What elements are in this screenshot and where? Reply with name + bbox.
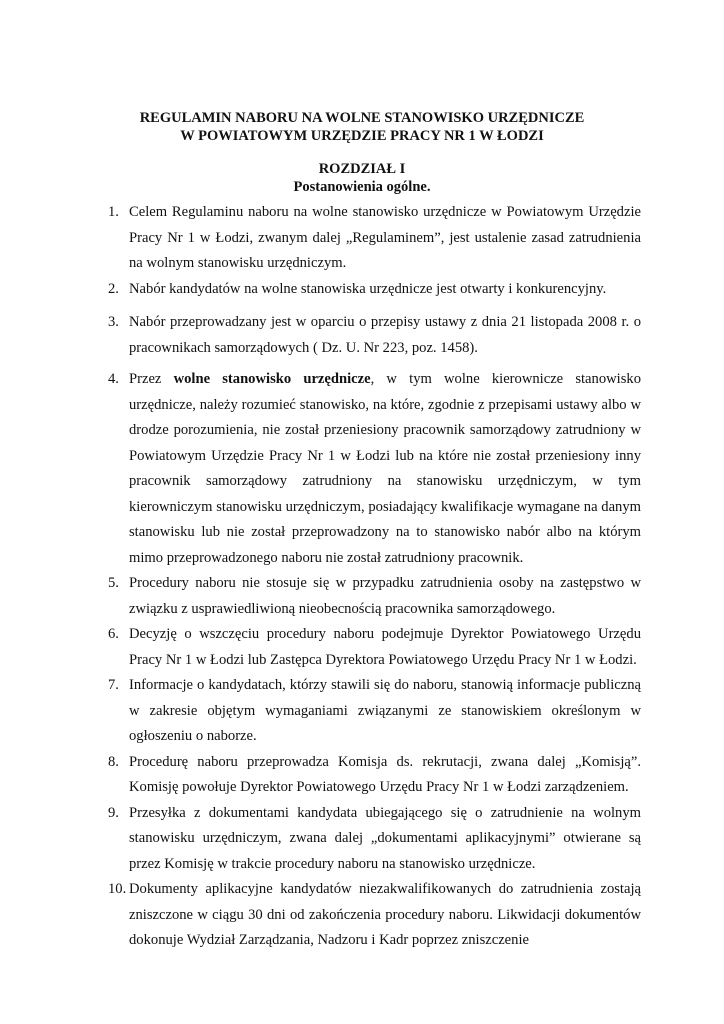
chapter-heading [0,160,724,196]
item-text [129,367,641,571]
item-number: 5. [108,575,119,591]
item-text: Procedurę naboru przeprowadza Komisja ds. rekrutacji, zwana dalej „Komisją”. Komisję powołuje Dyrektor Powiatowego Urzędu Pracy Nr 1 w Łodzi zarządzeniem. [129,753,641,795]
list-item [108,310,641,361]
list-item [108,673,641,750]
title-line-2: W POWIATOWYM URZĘDZIE PRACY NR 1 W ŁODZI [180,128,544,144]
item-number: 9. [108,804,119,821]
list-item [108,200,641,277]
item-text: Nabór przeprowadzany jest w oparciu o przepisy ustawy z dnia 21 listopada 2008 r. o pracownikach samorządowych ( Dz. U. Nr 223, poz. 1458). [129,314,641,356]
item-number: 10. [108,881,127,897]
list-item [108,877,641,954]
title-line-1: REGULAMIN NABORU NA WOLNE STANOWISKO URZĘDNICZE [139,110,585,126]
list-item [108,801,641,878]
item-number: 3. [108,314,119,330]
item-number: 2. [108,280,119,297]
item-text: Procedury naboru nie stosuje się w przypadku zatrudnienia osoby na zastępstwo w związku z usprawiedliwioną nieobecnością pracownika samorządowego. [129,575,641,617]
item-text: Przesyłka z dokumentami kandydata ubiegającego się o zatrudnienie na wolnym stanowisku urzędniczym, zwana dalej „dokumentami aplikacyjnymi” otwierane są przez Komisję w trakcie procedury naboru na stanowisko urzędnicze. [129,804,641,872]
item-text: Decyzję o wszczęciu procedury naboru podejmuje Dyrektor Powiatowego Urzędu Pracy Nr 1 w Łodzi lub Zastępca Dyrektora Powiatowego Urzędu Pracy Nr 1 w Łodzi. [129,626,641,668]
item-text: Nabór kandydatów na wolne stanowiska urzędnicze jest otwarty i konkurencyjny. [129,280,607,297]
list-item [108,277,641,303]
chapter-subtitle: Postanowienia ogólne. [293,179,431,195]
list-item [108,750,641,801]
document-title [0,109,724,145]
list-item [108,571,641,622]
regulation-list [108,200,641,954]
list-item [108,367,641,571]
item-text: Dokumenty aplikacyjne kandydatów niezakwalifikowanych do zatrudnienia zostają zniszczone w ciągu 30 dni od zakończenia procedury naboru. Likwidacji dokumentów dokonuje Wydział Zarządzania, Nadzoru i Kadr poprzez zniszczenie [129,881,641,948]
item-text-lead: Przez [129,371,174,387]
item-text-bold: wolne stanowisko urzędnicze [173,371,371,387]
item-text: Informacje o kandydatach, którzy stawili się do naboru, stanowią informacje publiczną w zakresie objętym wymaganiami związanymi ze stanowiskiem określonym w ogłoszeniu o naborze. [129,677,641,744]
list-item [108,622,641,673]
item-text: Celem Regulaminu naboru na wolne stanowisko urzędnicze w Powiatowym Urzędzie Pracy Nr 1 w Łodzi, zwanym dalej „Regulaminem”, jest ustalenie zasad zatrudnienia na wolnym stanowisku urzędniczym. [129,204,641,271]
item-number: 7. [108,677,119,693]
chapter-number: ROZDZIAŁ I [318,161,406,177]
item-number: 4. [108,371,119,387]
item-text-rest: , w tym wolne kierownicze stanowisko urzędnicze, należy rozumieć stanowisko, na które, zgodnie z przepisami ustawy albo w drodze porozumienia, nie został przeniesiony pracownik samorządowy zatrudniony w Powiatowym Urzędzie Pracy Nr 1 w Łodzi lub na które nie został przeniesiony inny pracownik samorządowy zatrudniony na stanowisku urzędniczym, w tym kierowniczym stanowisku urzędniczym, posiadający kwalifikacje wymagane na danym stanowisku lub nie został przeprowadzony na to stanowisko nabór albo na którym mimo przeprowadzonego naboru nie został zatrudniony pracownik. [129,371,641,566]
item-number: 6. [108,626,119,642]
item-number: 1. [108,204,119,220]
item-number: 8. [108,753,119,770]
